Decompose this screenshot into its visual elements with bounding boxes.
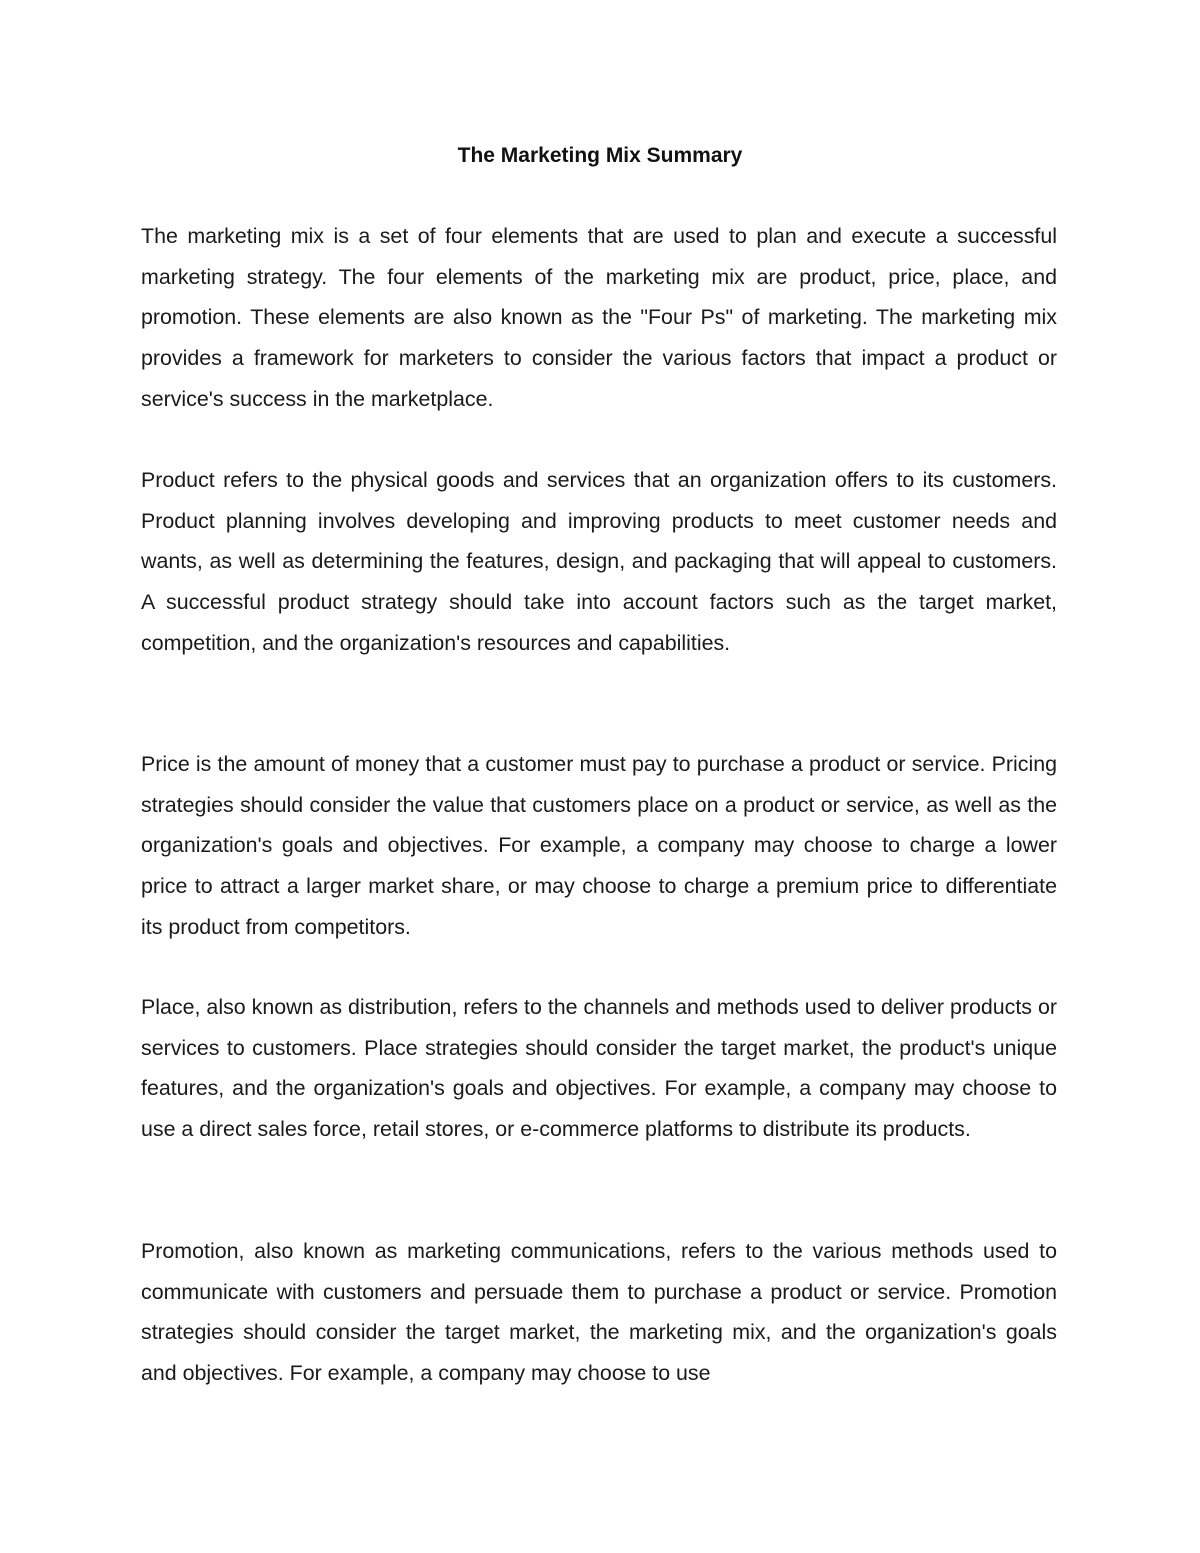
- paragraph-place: Place, also known as distribution, refers to the channels and methods used to deliver products or services to customers. Place strategies should consider the target market, the product's unique features, and the organization's goals and objectives. For example, a company may choose to use a direct sales force, retail stores, or e-commerce platforms to distribute its products.: [141, 995, 1057, 1142]
- paragraph-intro: The marketing mix is a set of four elements that are used to plan and execute a successful marketing strategy. The four elements of the marketing mix are product, price, place, and promotion. These elements are also known as the "Four Ps" of marketing. The marketing mix provides a framework for marketers to consider the various factors that impact a product or service's success in the marketplace.: [141, 224, 1057, 411]
- paragraph-price: Price is the amount of money that a customer must pay to purchase a product or service. Pricing strategies should consider the value that customers place on a product or service, as well as the organization's goals and objectives. For example, a company may choose to charge a lower price to attract a larger market share, or may choose to charge a premium price to differentiate its product from competitors.: [141, 752, 1057, 939]
- paragraph-product: Product refers to the physical goods and services that an organization offers to its customers. Product planning involves developing and improving products to meet customer needs and wants, as well as determining the features, design, and packaging that will appeal to customers. A successful product strategy should take into account factors such as the target market, competition, and the organization's resources and capabilities.: [141, 468, 1057, 655]
- document-title: The Marketing Mix Summary: [457, 144, 743, 167]
- paragraph-promotion: Promotion, also known as marketing communications, refers to the various methods used to communicate with customers and persuade them to purchase a product or service. Promotion strategies should consider the target market, the marketing mix, and the organization's goals and objectives. For example, a company may choose to use: [141, 1239, 1057, 1386]
